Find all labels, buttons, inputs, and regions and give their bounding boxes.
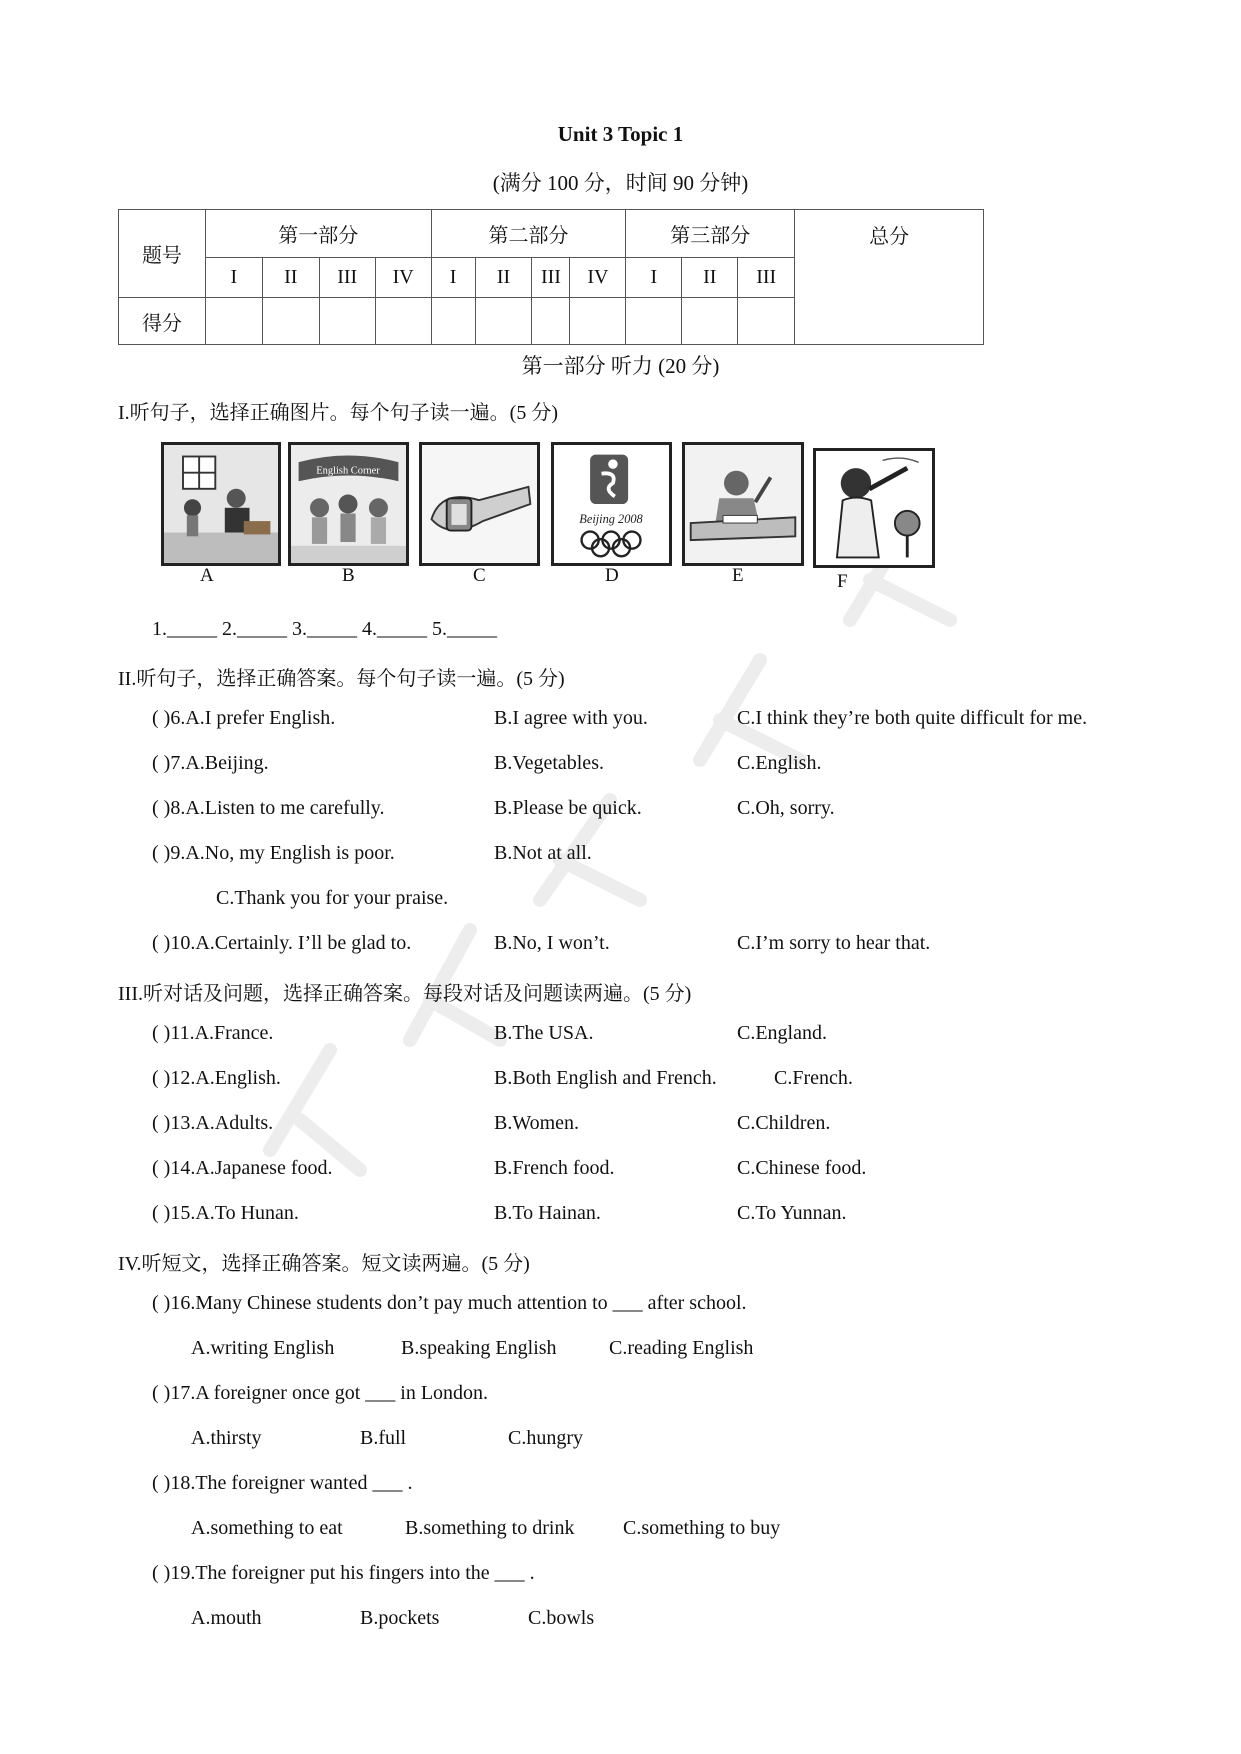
option-c: C.hungry — [508, 1427, 583, 1449]
option-a: A.writing English — [191, 1337, 335, 1359]
part1-col: III — [319, 258, 375, 298]
beijing-olympics-icon — [554, 445, 669, 563]
option-b: B.To Hainan. — [494, 1202, 601, 1224]
beijing-logo-text: Beijing 2008 — [579, 512, 643, 527]
part1-col: II — [262, 258, 319, 298]
option-b: B.Please be quick. — [494, 797, 642, 819]
option-c: C.England. — [737, 1022, 827, 1044]
picture-letter-b: B — [342, 565, 355, 586]
page-title: Unit 3 Topic 1 — [557, 122, 684, 146]
option-b: B.Not at all. — [494, 842, 592, 864]
option-b: B.I agree with you. — [494, 707, 648, 729]
part2-col: III — [532, 258, 570, 298]
option-b: B.The USA. — [494, 1022, 594, 1044]
option-c: C.bowls — [528, 1607, 595, 1629]
wristwatch-icon — [422, 445, 537, 563]
score-cell[interactable] — [319, 298, 375, 345]
part3-col: II — [682, 258, 738, 298]
option-b: B.something to drink — [405, 1517, 575, 1539]
picture-letter-d: D — [605, 565, 619, 586]
answer-blanks[interactable]: 1._____ 2._____ 3._____ 4._____ 5._____ — [152, 618, 497, 640]
score-cell[interactable] — [738, 298, 795, 345]
part2-col: IV — [570, 258, 626, 298]
option-c: C.Children. — [737, 1112, 831, 1134]
header-total: 总分 — [795, 210, 984, 345]
picture-b — [288, 442, 409, 566]
option-c: C.I’m sorry to hear that. — [737, 932, 931, 954]
question-19: ( )19.The foreigner put his fingers into the ___ . — [152, 1562, 535, 1584]
question-13: ( )13.A.Adults. — [152, 1112, 274, 1134]
score-cell[interactable] — [626, 298, 682, 345]
part1-col: I — [205, 258, 262, 298]
option-c: C.reading English — [609, 1337, 754, 1359]
option-c: C.Thank you for your praise. — [216, 887, 449, 909]
part1-col: IV — [375, 258, 431, 298]
student-at-desk-icon — [685, 445, 801, 563]
option-c: C.French. — [774, 1067, 853, 1089]
section1-heading: I.听句子，选择正确图片。每个句子读一遍。(5 分) — [118, 402, 558, 424]
section3-heading: III.听对话及问题，选择正确答案。每段对话及问题读两遍。(5 分) — [118, 983, 692, 1005]
option-a: A.thirsty — [191, 1427, 262, 1449]
section2-heading: II.听句子，选择正确答案。每个句子读一遍。(5 分) — [118, 668, 565, 690]
option-b: B.speaking English — [401, 1337, 557, 1359]
option-c: C.something to buy — [623, 1517, 781, 1539]
question-7: ( )7.A.Beijing. — [152, 752, 269, 774]
question-6: ( )6.A.I prefer English. — [152, 707, 336, 729]
question-11: ( )11.A.France. — [152, 1022, 274, 1044]
header-part1: 第一部分 — [205, 210, 431, 258]
part3-col: I — [626, 258, 682, 298]
question-18: ( )18.The foreigner wanted ___ . — [152, 1472, 413, 1494]
score-cell[interactable] — [475, 298, 532, 345]
header-question-number: 题号 — [119, 210, 206, 298]
score-cell[interactable] — [682, 298, 738, 345]
picture-letter-c: C — [473, 565, 486, 586]
part2-col: II — [475, 258, 532, 298]
question-15: ( )15.A.To Hunan. — [152, 1202, 299, 1224]
part2-col: I — [431, 258, 475, 298]
section4-heading: IV.听短文，选择正确答案。短文读两遍。(5 分) — [118, 1253, 530, 1275]
picture-letter-f: F — [837, 571, 848, 592]
option-a: A.mouth — [191, 1607, 262, 1629]
page-subtitle: (满分 100 分，时间 90 分钟) — [492, 171, 749, 195]
question-16: ( )16.Many Chinese students don’t pay much attention to ___ after school. — [152, 1292, 747, 1314]
score-cell[interactable] — [205, 298, 262, 345]
score-row-label: 得分 — [119, 298, 206, 345]
picture-letter-e: E — [732, 565, 744, 586]
score-table — [118, 209, 984, 345]
score-cell[interactable] — [532, 298, 570, 345]
score-cell[interactable] — [431, 298, 475, 345]
header-part2: 第二部分 — [431, 210, 626, 258]
score-cell[interactable] — [570, 298, 626, 345]
option-b: B.pockets — [360, 1607, 440, 1629]
picture-c — [419, 442, 540, 566]
picture-f — [813, 448, 935, 568]
score-cell[interactable] — [375, 298, 431, 345]
picture-d — [551, 442, 672, 566]
question-14: ( )14.A.Japanese food. — [152, 1157, 333, 1179]
girl-and-man-reading-icon — [164, 445, 278, 563]
question-9: ( )9.A.No, my English is poor. — [152, 842, 395, 864]
option-b: B.No, I won’t. — [494, 932, 610, 954]
option-c: C.Oh, sorry. — [737, 797, 835, 819]
question-8: ( )8.A.Listen to me carefully. — [152, 797, 385, 819]
header-part3: 第三部分 — [626, 210, 795, 258]
option-c: C.English. — [737, 752, 822, 774]
question-10: ( )10.A.Certainly. I’ll be glad to. — [152, 932, 412, 954]
english-corner-icon — [291, 445, 406, 563]
picture-e — [682, 442, 804, 566]
picture-a — [161, 442, 281, 566]
question-12: ( )12.A.English. — [152, 1067, 281, 1089]
english-corner-sign: English Corner — [316, 465, 380, 477]
question-17: ( )17.A foreigner once got ___ in London. — [152, 1382, 489, 1404]
score-cell[interactable] — [262, 298, 319, 345]
option-c: C.Chinese food. — [737, 1157, 867, 1179]
option-a: A.something to eat — [191, 1517, 343, 1539]
option-b: B.Women. — [494, 1112, 580, 1134]
option-c: C.To Yunnan. — [737, 1202, 847, 1224]
picture-letter-a: A — [200, 565, 214, 586]
part3-col: III — [738, 258, 795, 298]
option-b: B.French food. — [494, 1157, 615, 1179]
option-b: B.Both English and French. — [494, 1067, 717, 1089]
option-c: C.I think they’re both quite difficult for me. — [737, 707, 1088, 729]
option-b: B.Vegetables. — [494, 752, 604, 774]
part-heading: 第一部分 听力 (20 分) — [521, 354, 720, 378]
woman-singing-icon — [816, 451, 932, 565]
option-b: B.full — [360, 1427, 407, 1449]
